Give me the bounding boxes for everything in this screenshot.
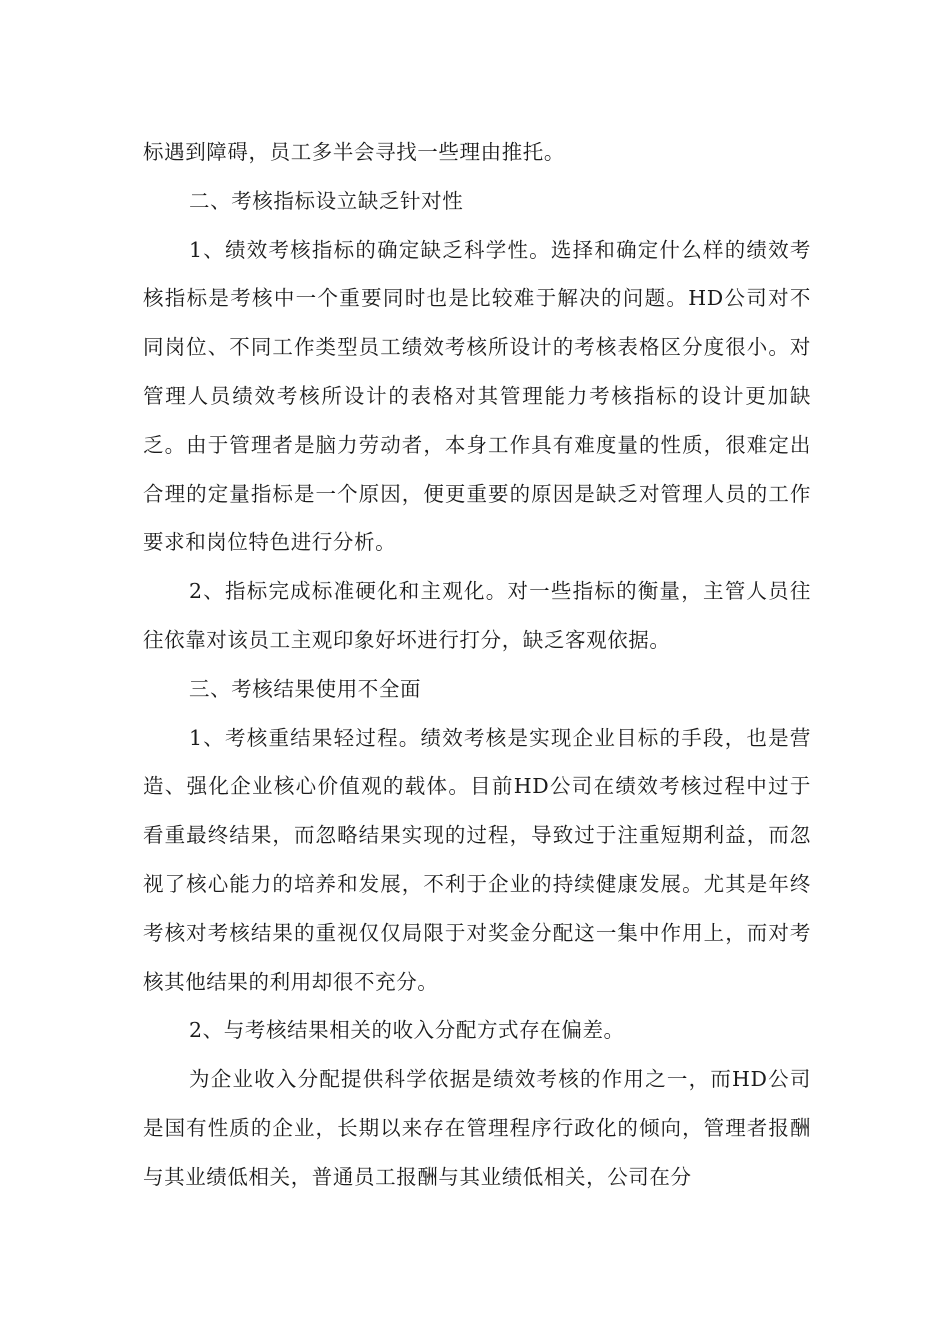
subheading-income-distribution: 2、与考核结果相关的收入分配方式存在偏差。 <box>189 1018 625 1043</box>
paragraph-income-distribution: 为企业收入分配提供科学依据是绩效考核的作用之一，而HD公司是国有性质的企业，长期以来存在管理程序行政化的倾向，管理者报酬与其业绩低相关，普通员工报酬与其业绩低相关，公司在分 <box>143 1067 811 1189</box>
section-heading-2: 二、考核指标设立缺乏针对性 <box>189 188 464 213</box>
section-heading-3: 三、考核结果使用不全面 <box>189 676 422 701</box>
paragraph-indicator-standard: 2、指标完成标准硬化和主观化。对一些指标的衡量，主管人员往往依靠对该员工主观印象好坏进行打分，缺乏客观依据。 <box>143 579 811 652</box>
paragraph-continuation: 标遇到障碍，员工多半会寻找一些理由推托。 <box>143 140 565 164</box>
paragraph-result-process: 1、考核重结果轻过程。绩效考核是实现企业目标的手段，也是营造、强化企业核心价值观的载体。目前HD公司在绩效考核过程中过于看重最终结果，而忽略结果实现的过程，导致过于注重短期利益，而忽视了核心能力的培养和发展，不利于企业的持续健康发展。尤其是年终考核对考核结果的重视仅仅局限于对奖金分配这一集中作用上，而对考核其他结果的利用却很不充分。 <box>143 725 811 994</box>
paragraph-indicator-science: 1、绩效考核指标的确定缺乏科学性。选择和确定什么样的绩效考核指标是考核中一个重要同时也是比较难于解决的问题。HD公司对不同岗位、不同工作类型员工绩效考核所设计的考核表格区分度很小。对管理人员绩效考核所设计的表格对其管理能力考核指标的设计更加缺乏。由于管理者是脑力劳动者，本身工作具有难度量的性质，很难定出合理的定量指标是一个原因，便更重要的原因是缺乏对管理人员的工作要求和岗位特色进行分析。 <box>143 237 811 555</box>
document-body <box>143 128 811 1202</box>
